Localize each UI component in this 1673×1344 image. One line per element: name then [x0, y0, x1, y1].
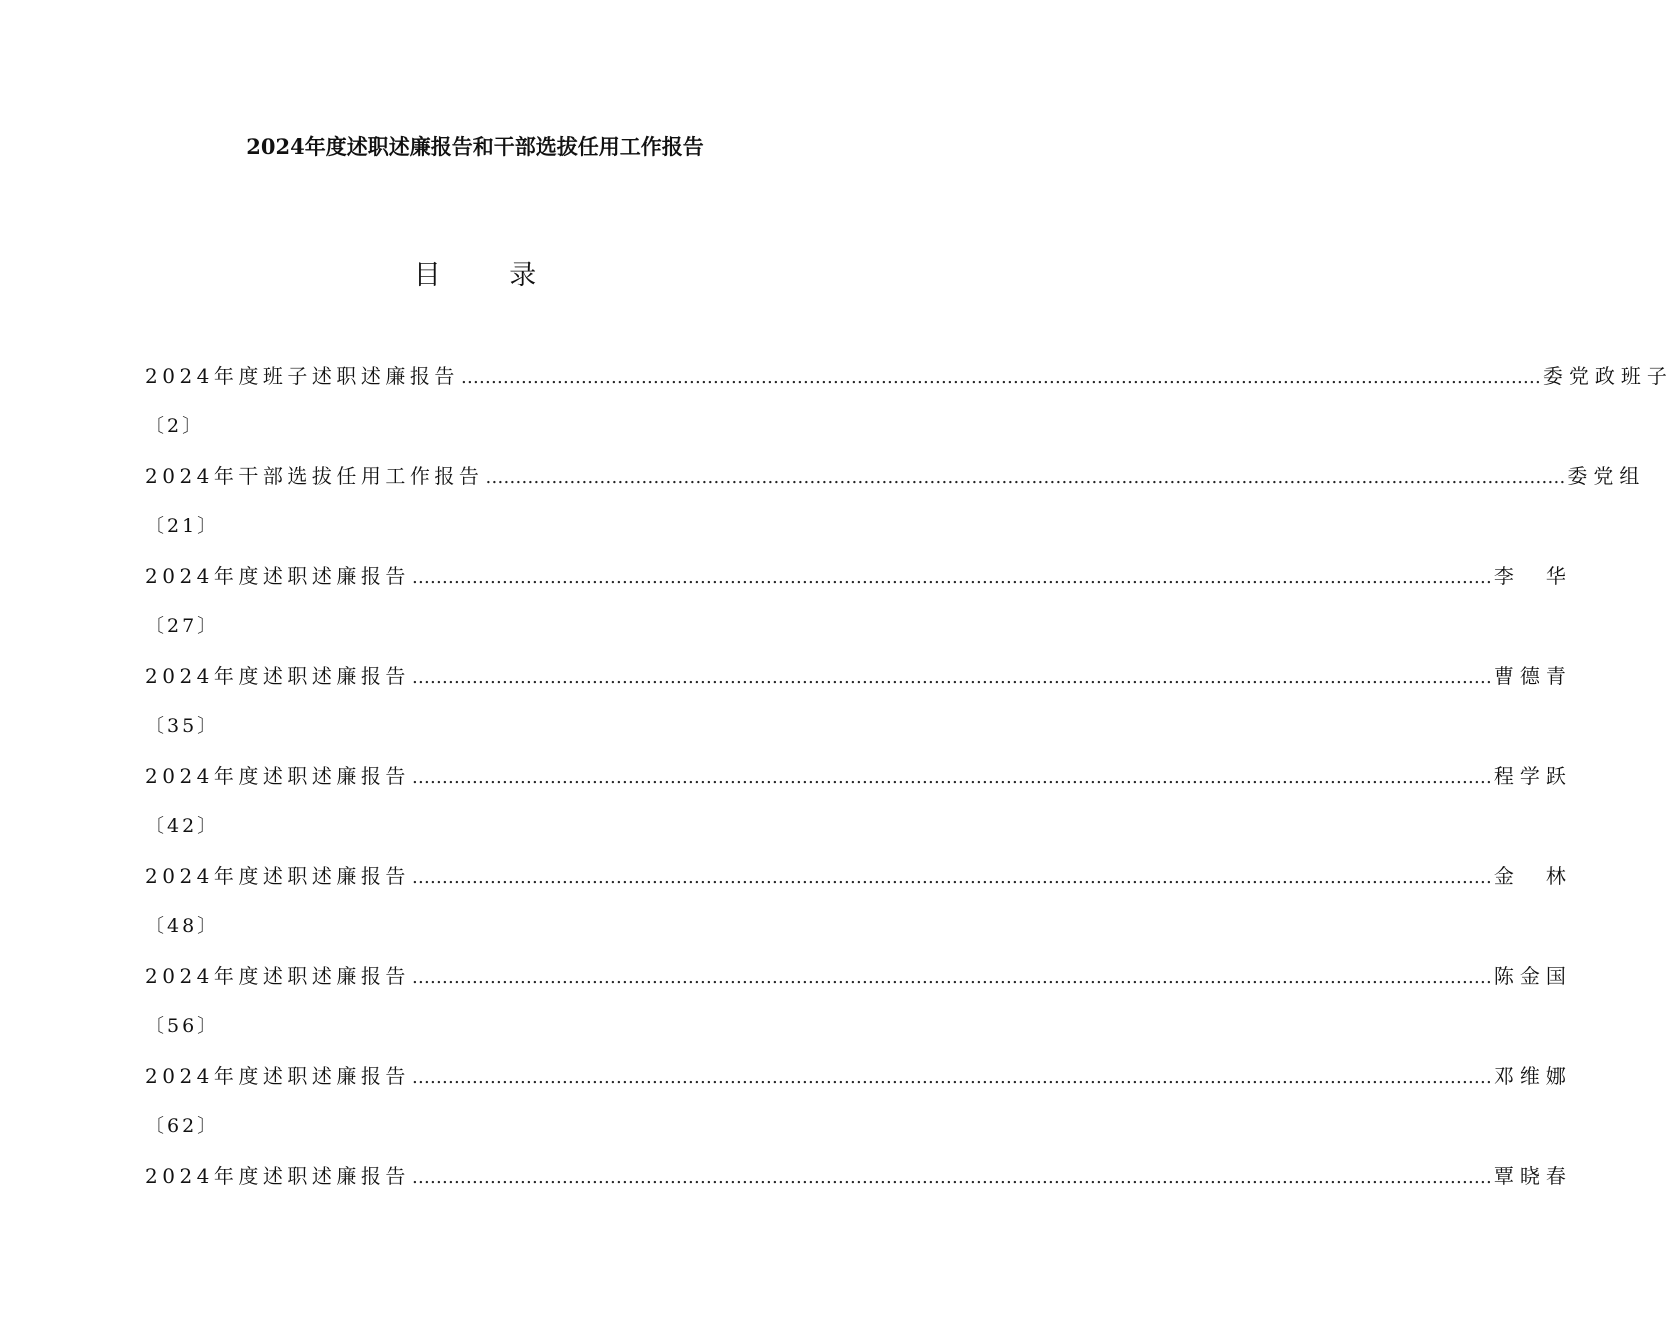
toc-entry-title: 2024年度述职述廉报告: [145, 664, 410, 688]
toc-entry[interactable]: [145, 558, 1572, 658]
toc-entry-author: 委党政班子: [1542, 364, 1673, 388]
toc-entry-title: 2024年干部选拔任用工作报告: [145, 464, 484, 488]
toc-entry-title: 2024年度述职述廉报告: [145, 1064, 410, 1088]
toc-entry-author: 曹德青: [1493, 664, 1572, 688]
toc-entry-page: 〔62〕: [145, 1115, 220, 1137]
toc-entry-page: 〔56〕: [145, 1015, 220, 1037]
table-of-contents: [145, 358, 1673, 1258]
toc-entry-line: [145, 858, 1572, 894]
toc-entry-title: 2024年度班子述职述廉报告: [145, 364, 459, 388]
toc-entry-line: [145, 1158, 1572, 1194]
toc-entry-author: 覃晓春: [1493, 1164, 1572, 1188]
toc-entry-title: 2024年度述职述廉报告: [145, 964, 410, 988]
toc-entry[interactable]: [145, 958, 1572, 1058]
toc-entry[interactable]: [145, 658, 1572, 758]
toc-entry-line: [145, 1058, 1572, 1094]
toc-entry-author: 李 华: [1493, 564, 1572, 588]
toc-entry-page: 〔42〕: [145, 815, 220, 837]
toc-entry-line: [145, 358, 1673, 394]
toc-entry-title: 2024年度述职述廉报告: [145, 864, 410, 888]
toc-entry-page: [145, 1208, 805, 1244]
toc-leader-dots: ………………………………………………………………………………………………………………………………………………………………: [411, 667, 1492, 688]
toc-entry-author: 邓维娜: [1493, 1064, 1572, 1088]
toc-entry-author: 委党组: [1567, 464, 1646, 488]
toc-entry[interactable]: [145, 458, 1646, 558]
toc-entry[interactable]: [145, 758, 1572, 858]
toc-leader-dots: ………………………………………………………………………………………………………………………………………………………………: [485, 467, 1566, 488]
toc-entry[interactable]: [145, 858, 1572, 958]
toc-entry-line: [145, 658, 1572, 694]
toc-entry-line: [145, 958, 1572, 994]
toc-entry-title: 2024年度述职述廉报告: [145, 1164, 410, 1188]
toc-entry-page: 〔27〕: [145, 615, 220, 637]
toc-leader-dots: ………………………………………………………………………………………………………………………………………………………………: [411, 867, 1492, 888]
toc-leader-dots: ………………………………………………………………………………………………………………………………………………………………: [411, 1067, 1492, 1088]
toc-entry[interactable]: [145, 358, 1673, 458]
toc-entry-page: 〔48〕: [145, 915, 220, 937]
toc-entry-author: 金 林: [1493, 864, 1572, 888]
toc-entry-page: 〔2〕: [145, 415, 205, 437]
toc-leader-dots: ………………………………………………………………………………………………………………………………………………………………: [460, 367, 1541, 388]
toc-entry-title: 2024年度述职述廉报告: [145, 564, 410, 588]
toc-heading: 目 录: [413, 260, 567, 291]
toc-entry-title: 2024年度述职述廉报告: [145, 764, 410, 788]
toc-leader-dots: ………………………………………………………………………………………………………………………………………………………………: [411, 567, 1492, 588]
toc-entry-line: [145, 758, 1572, 794]
document-title: 2024年度述职述廉报告和干部选拔任用工作报告: [246, 134, 704, 159]
toc-entry-line: [145, 458, 1646, 494]
toc-leader-dots: ………………………………………………………………………………………………………………………………………………………………: [411, 967, 1492, 988]
toc-entry-page: 〔21〕: [145, 515, 220, 537]
toc-entry-line: [145, 558, 1572, 594]
toc-entry-author: 程学跃: [1493, 764, 1572, 788]
toc-entry[interactable]: [145, 1058, 1572, 1158]
toc-entry-author: 陈金国: [1493, 964, 1572, 988]
toc-leader-dots: ………………………………………………………………………………………………………………………………………………………………: [411, 1167, 1492, 1188]
toc-entry-page: 〔35〕: [145, 715, 220, 737]
toc-entry[interactable]: [145, 1158, 1572, 1258]
toc-leader-dots: ………………………………………………………………………………………………………………………………………………………………: [411, 767, 1492, 788]
